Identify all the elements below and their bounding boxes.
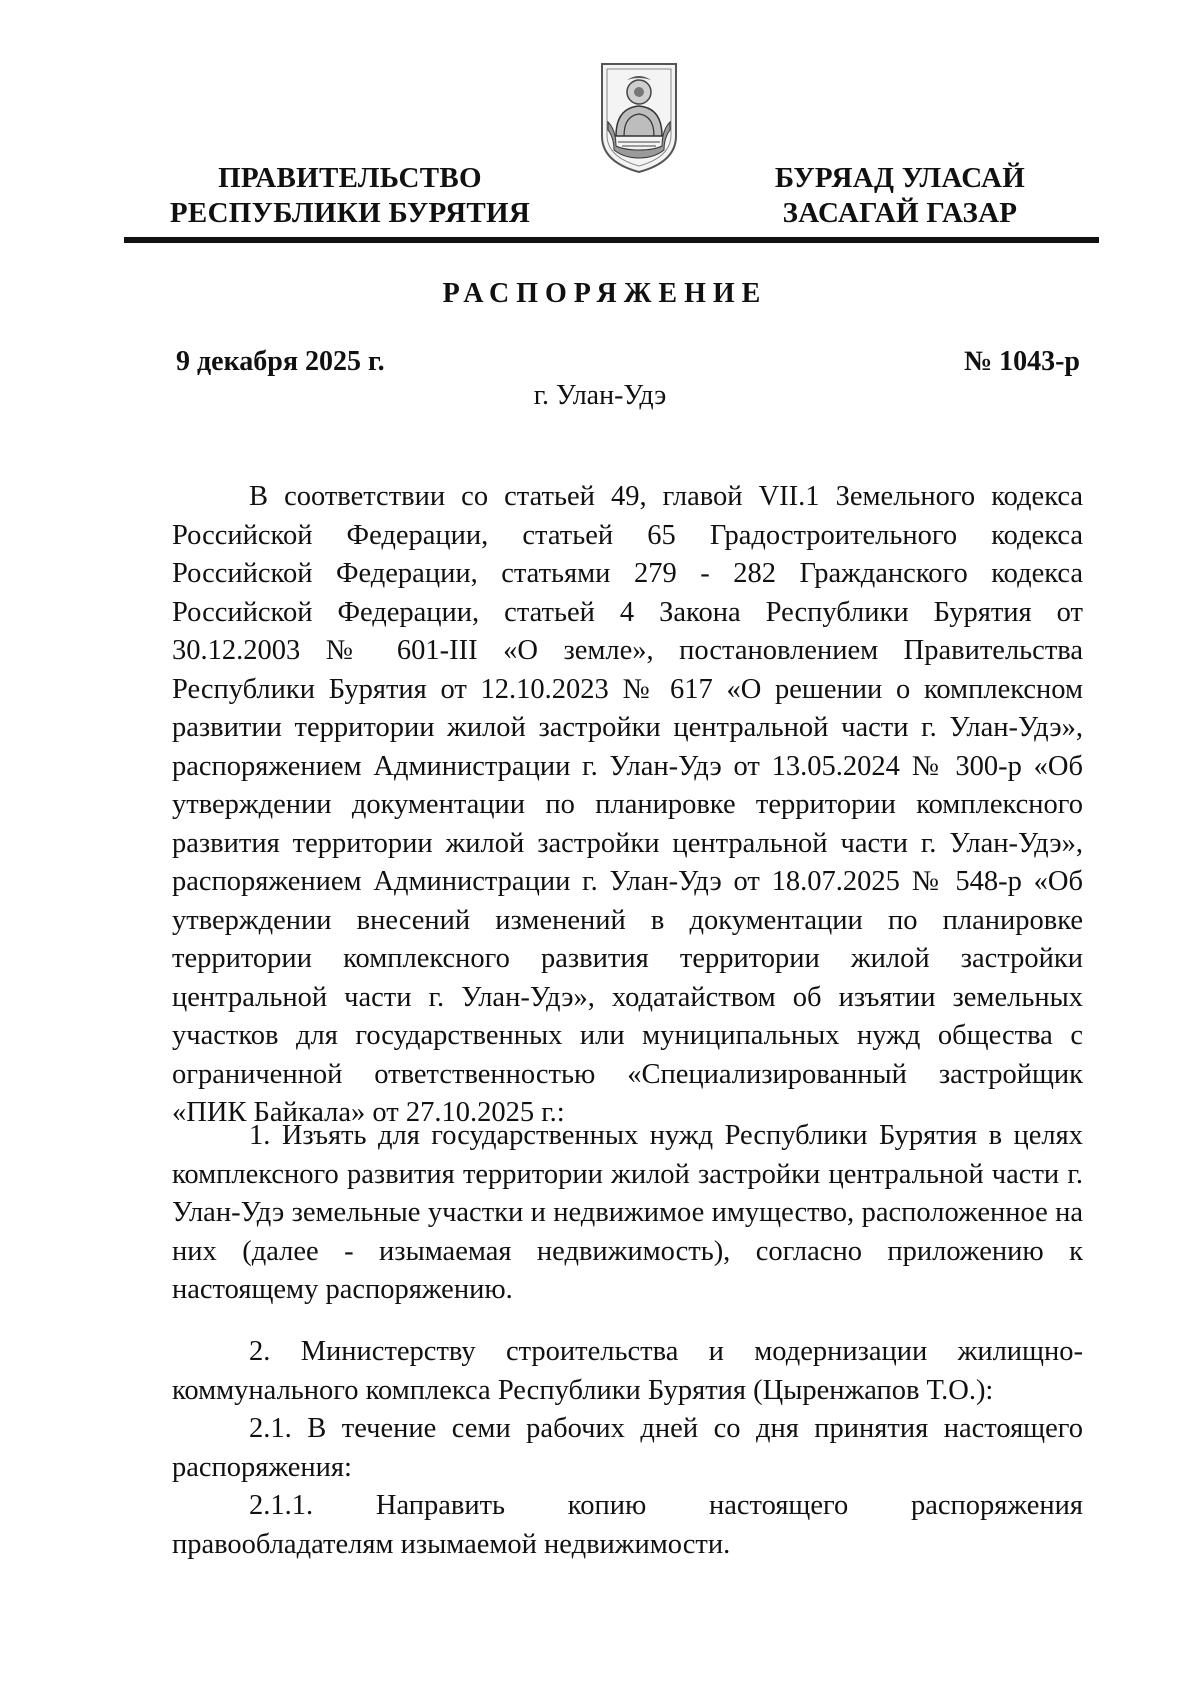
document-city: г. Улан-Удэ xyxy=(533,380,667,411)
preamble-paragraph: В соответствии со статьей 49, главой VII.1 Земельного кодекса Российской Федерации, статьей 65 Градостроительного кодекса Российской Федерации, статьями 279 - 282 Гражданского кодекса Российской Федерации, статьей 4 Закона Республики Бурятия от 30.12.2003 № 601-III «О земле», постановлением Правительства Республики Бурятия от 12.10.2023 № 617 «О решении о комплексном развитии территории жилой застройки центральной части г. Улан-Удэ», распоряжением Администрации г. Улан-Удэ от 13.05.2024 № 300-р «Об утверждении документации по планировке территории комплексного развития территории жилой застройки центральной части г. Улан-Удэ», распоряжением Администрации г. Улан-Удэ от 18.07.2025 № 548-р «Об утверждении внесений изменений в документации по планировке территории комплексного развития территории жилой застройки центральной части г. Улан-Удэ», ходатайством об изъятии земельных участков для государственных или муниципальных нужд общества с ограниченной ответственностью «Специализированный застройщик «ПИК Байкала» от 27.10.2025 г.: xyxy=(172,481,1083,1128)
coat-of-arms-icon xyxy=(594,58,684,176)
clause-2-1-paragraph: 2.1. В течение семи рабочих дней со дня принятия настоящего распоряжения: xyxy=(172,1413,1083,1483)
clause-2-1-1-paragraph: 2.1.1. Направить копию настоящего распоряжения правообладателям изымаемой недвижимости. xyxy=(172,1490,1083,1560)
header-right-line2: ЗАСАГАЙ ГАЗАР xyxy=(782,197,1018,229)
clause-2-paragraph: 2. Министерству строительства и модернизации жилищно-коммунального комплекса Республики Бурятия (Цыренжапов Т.О.): xyxy=(172,1336,1083,1406)
government-name-buryat xyxy=(740,161,1060,231)
clause-1-paragraph: 1. Изъять для государственных нужд Республики Бурятия в целях комплексного развития территории жилой застройки центральной части г. Улан-Удэ земельные участки и недвижимое имущество, расположенное на них (далее - изымаемая недвижимость), согласно приложению к настоящему распоряжению. xyxy=(172,1120,1083,1305)
government-name-russian xyxy=(160,161,540,231)
document-date: 9 декабря 2025 г. xyxy=(176,346,385,377)
header-left-line1: ПРАВИТЕЛЬСТВО xyxy=(218,162,482,194)
document-title: РАСПОРЯЖЕНИЕ xyxy=(442,278,768,309)
header-right-line1: БУРЯАД УЛАСАЙ xyxy=(774,162,1026,194)
document-number: № 1043-р xyxy=(963,346,1080,377)
header-left-line2: РЕСПУБЛИКИ БУРЯТИЯ xyxy=(169,197,531,229)
header-divider xyxy=(124,237,1099,243)
